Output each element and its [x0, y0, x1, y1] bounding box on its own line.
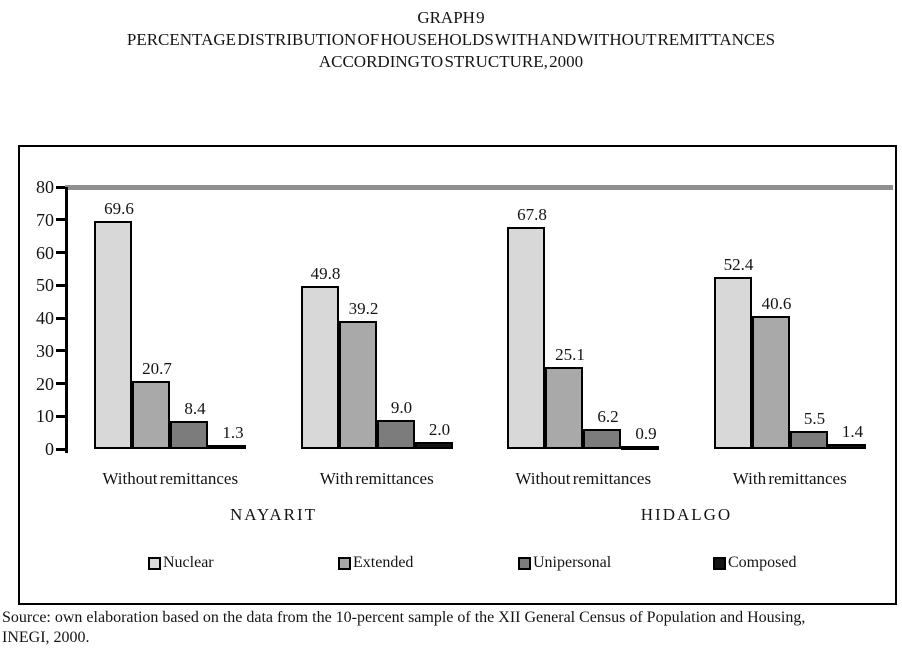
legend-label-nuclear: Nuclear: [163, 554, 214, 571]
legend-label-extended: Extended: [353, 554, 414, 571]
plot-area: [20, 147, 895, 603]
top-gridline: [65, 185, 893, 190]
bar-value-label-composed-group4: 1.4: [841, 422, 864, 442]
y-axis-tick: [56, 448, 65, 451]
y-axis-tick: [56, 218, 65, 221]
bar-value-label-nuclear-group3: 67.8: [517, 204, 547, 224]
legend-label-unipersonal: Unipersonal: [533, 554, 612, 571]
bar-value-label-extended-group2: 39.2: [348, 298, 379, 318]
y-axis-tick-label: 30: [36, 340, 54, 361]
legend-marker-composed: [713, 557, 726, 570]
legend-marker-unipersonal: [518, 557, 531, 570]
bar-nuclear-group1: [94, 221, 132, 449]
bar-value-label-unipersonal-group2: 9.0: [390, 397, 413, 417]
legend-label-composed: Composed: [728, 554, 797, 571]
y-axis-tick: [56, 382, 65, 385]
bar-value-label-unipersonal-group4: 5.5: [803, 408, 826, 428]
y-axis-tick: [56, 186, 65, 189]
y-axis-tick: [56, 415, 65, 418]
category-label-group2: With remittances: [319, 469, 434, 488]
y-axis-tick-label: 0: [45, 439, 54, 459]
bar-value-label-composed-group1: 1.3: [222, 422, 244, 442]
chart-frame: [18, 145, 897, 605]
bar-value-label-composed-group2: 2.0: [428, 420, 451, 440]
group-label-hidalgo: HIDALGO: [640, 505, 733, 524]
y-axis: [65, 187, 68, 453]
bar-value-label-extended-group4: 40.6: [761, 294, 792, 314]
y-axis-tick-label: 20: [36, 373, 54, 394]
chart-title-line1: GRAPH 9: [417, 8, 485, 27]
y-axis-tick: [56, 251, 65, 254]
bar-composed-group3: [621, 446, 659, 450]
bar-nuclear-group3: [507, 227, 545, 449]
category-label-group1: Without remittances: [102, 469, 239, 488]
y-axis-tick-label: 70: [36, 209, 54, 230]
bar-composed-group4: [828, 444, 866, 449]
legend-marker-nuclear: [148, 557, 161, 570]
y-axis-tick-label: 60: [36, 242, 54, 263]
y-axis-tick: [56, 284, 65, 287]
y-axis-tick-label: 10: [36, 406, 54, 427]
bar-extended-group2: [339, 321, 377, 449]
bar-value-label-nuclear-group2: 49.8: [310, 263, 341, 283]
legend-item-unipersonal: [518, 554, 611, 572]
group-label-nayarit: NAYARIT: [229, 505, 318, 524]
bar-value-label-nuclear-group4: 52.4: [723, 255, 754, 275]
y-axis-tick-label: 50: [36, 275, 54, 296]
source-note: [2, 608, 900, 648]
y-axis-tick-label: 80: [36, 177, 54, 197]
legend-marker-extended: [338, 557, 351, 570]
chart-title-line3: ACCORDING TO STRUCTURE, 2000: [318, 52, 584, 71]
legend-item-nuclear: [148, 554, 214, 572]
legend-item-extended: [338, 554, 413, 572]
chart-title-line2: PERCENTAGE DISTRIBUTION OF HOUSEHOLDS WITH AND WITHOUT REMITTANCES: [126, 30, 776, 49]
source-note-line1: Source: own elaboration based on the data from the 10-percent sample of the XII General Census of Population and Housing,: [2, 609, 806, 626]
y-axis-tick: [56, 317, 65, 320]
bar-value-label-extended-group3: 25.1: [555, 344, 585, 364]
bar-composed-group2: [415, 442, 453, 449]
category-label-group3: Without remittances: [515, 469, 652, 488]
category-label-group4: With remittances: [732, 469, 847, 488]
bar-extended-group4: [752, 316, 790, 449]
bar-value-label-unipersonal-group3: 6.2: [597, 406, 619, 426]
source-note-line2: INEGI, 2000.: [2, 629, 90, 646]
y-axis-tick: [56, 349, 65, 352]
bar-composed-group1: [208, 445, 246, 449]
y-axis-tick-label: 40: [36, 308, 54, 328]
bar-value-label-extended-group1: 20.7: [142, 359, 172, 379]
legend-item-composed: [713, 554, 796, 572]
chart-title: [0, 7, 902, 73]
bar-value-label-composed-group3: 0.9: [635, 424, 657, 443]
bar-value-label-unipersonal-group1: 8.4: [184, 399, 206, 419]
bar-value-label-nuclear-group1: 69.6: [104, 199, 134, 219]
